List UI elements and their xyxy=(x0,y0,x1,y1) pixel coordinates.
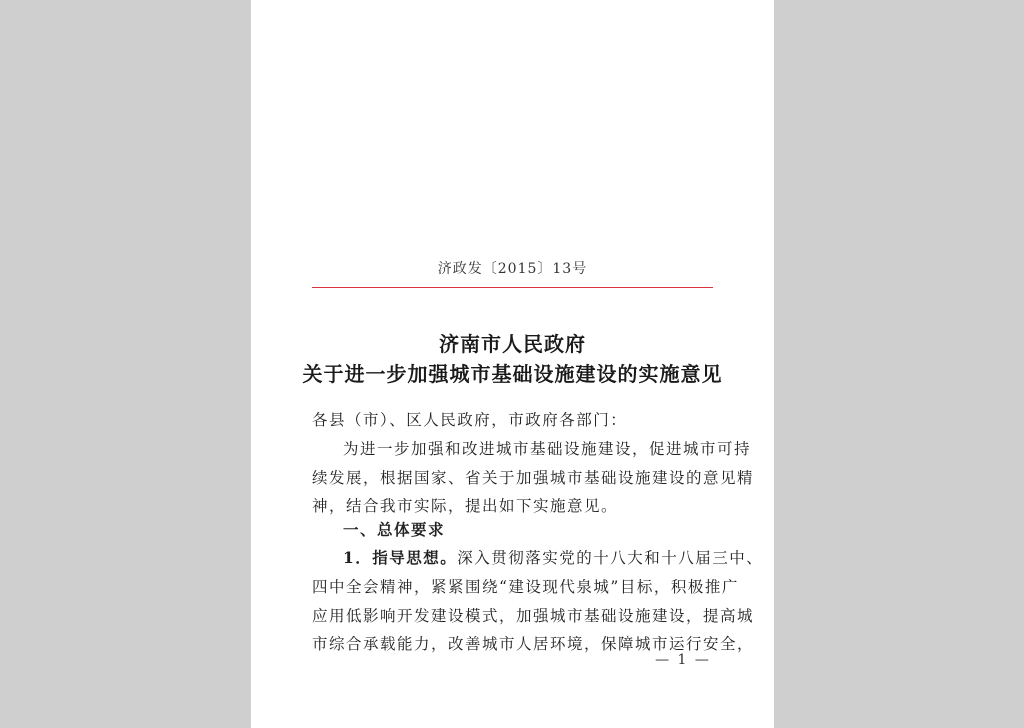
document-number: 济政发〔2015〕13号 xyxy=(437,261,588,277)
item-1-line-3: 应用低影响开发建设模式，加强城市基础设施建设，提高城 xyxy=(312,607,755,625)
item-1-line-4: 市综合承载能力，改善城市人居环境，保障城市运行安全， xyxy=(312,635,755,653)
page-number: — 1 — xyxy=(655,652,711,668)
item-1-first-line xyxy=(343,546,764,568)
document-page xyxy=(251,0,774,728)
item-1-first-line-text: 深入贯彻落实党的十八大和十八届三中、 xyxy=(457,549,764,567)
red-divider-line xyxy=(312,287,713,288)
section-1-heading: 一、总体要求 xyxy=(343,520,446,539)
item-1-label: 1．指导思想。 xyxy=(343,548,458,567)
document-title-line-2: 关于进一步加强城市基础设施建设的实施意见 xyxy=(302,362,723,386)
document-title-line-1: 济南市人民政府 xyxy=(439,332,586,356)
item-1-line-2: 四中全会精神，紧紧围绕“建设现代泉城”目标，积极推广 xyxy=(312,578,739,596)
paragraph-1-line-3: 神，结合我市实际，提出如下实施意见。 xyxy=(312,497,619,515)
paragraph-1-line-1: 为进一步加强和改进城市基础设施建设，促进城市可持 xyxy=(343,440,752,458)
salutation: 各县（市）、区人民政府，市政府各部门： xyxy=(312,411,628,429)
paragraph-1-line-2: 续发展，根据国家、省关于加强城市基础设施建设的意见精 xyxy=(312,469,755,487)
